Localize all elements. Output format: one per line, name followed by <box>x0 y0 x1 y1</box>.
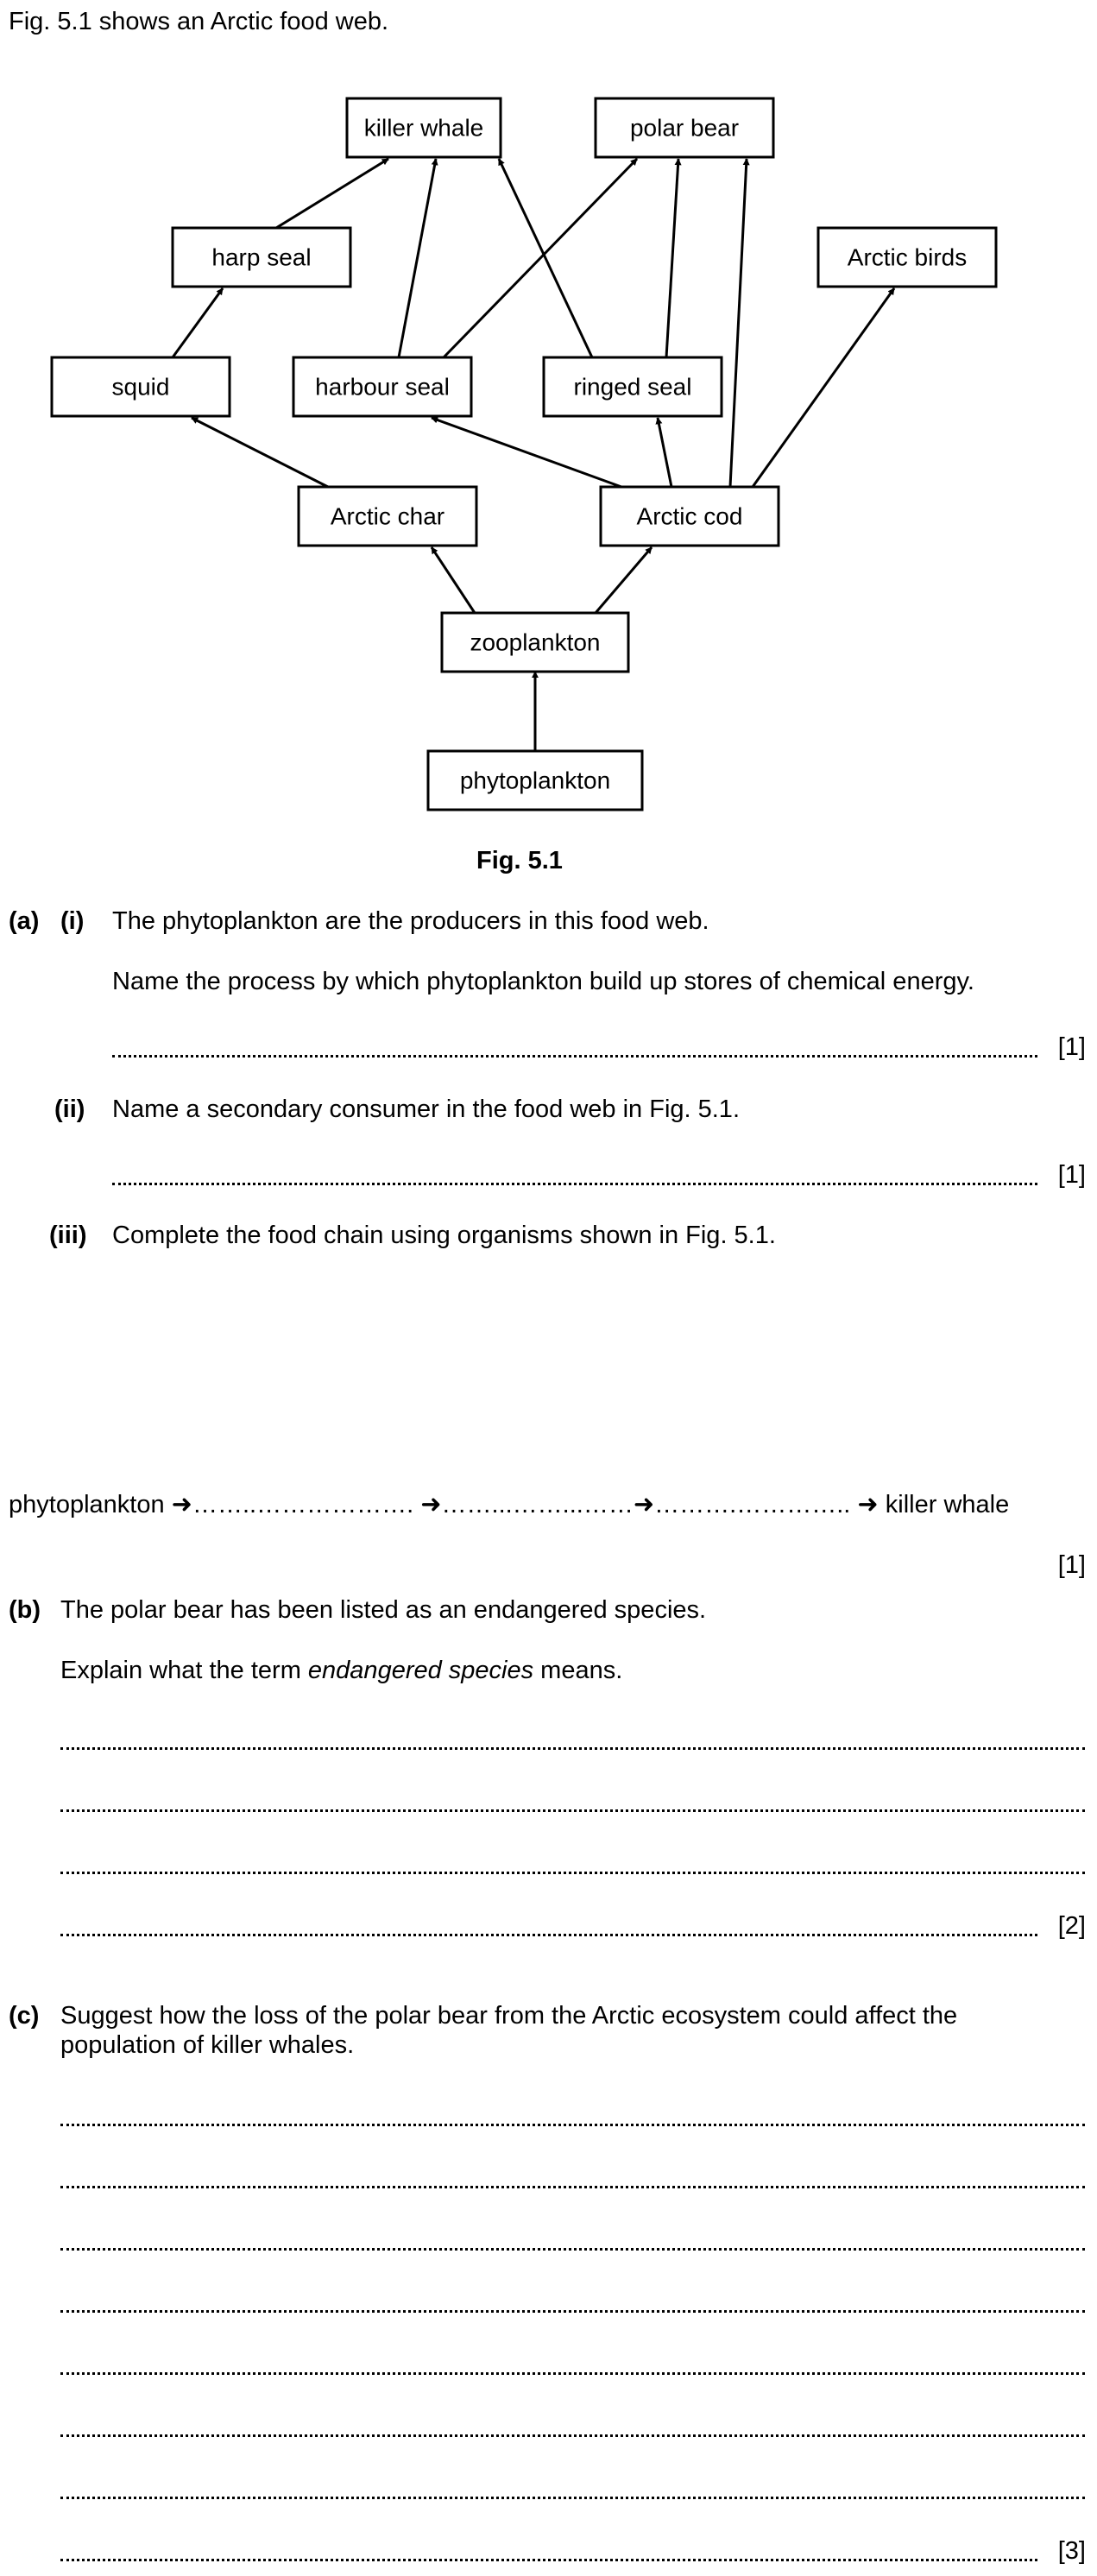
answer-line-c-1[interactable] <box>60 2124 1085 2126</box>
arrow-arctic-cod-to-polar-bear <box>730 159 747 487</box>
answer-line-a-i[interactable] <box>112 1055 1037 1058</box>
part-a-i-statement: The phytoplankton are the producers in this food web. <box>112 907 709 935</box>
part-c-label: (c) <box>9 2002 40 2030</box>
arrow-arctic-cod-to-arctic-birds <box>753 288 894 487</box>
part-a-ii-question: Name a secondary consumer in the food web in Fig. 5.1. <box>112 1095 740 1123</box>
node-phytoplankton <box>428 751 642 810</box>
node-label: Arctic char <box>330 502 445 530</box>
chain-blank-2[interactable]: ……...……...…… <box>441 1491 634 1518</box>
chain-start: phytoplankton <box>9 1491 165 1518</box>
part-a-i-question: Name the process by which phytoplankton build up stores of chemical energy. <box>112 968 974 995</box>
node-polar-bear <box>596 98 773 157</box>
chain-arrow-icon: ➜ <box>171 1491 192 1518</box>
answer-line-c-4[interactable] <box>60 2310 1085 2313</box>
food-web-diagram <box>0 0 1097 829</box>
intro-text: Fig. 5.1 shows an Arctic food web. <box>9 8 389 35</box>
part-c-question-line-1: Suggest how the loss of the polar bear from the Arctic ecosystem could affect the <box>60 2002 958 2030</box>
answer-line-a-ii[interactable] <box>112 1183 1037 1185</box>
part-a-iii-label: (iii) <box>49 1222 87 1249</box>
marks-a-ii: [1] <box>1057 1161 1086 1189</box>
answer-line-c-8[interactable] <box>60 2559 1037 2561</box>
answer-line-c-7[interactable] <box>60 2497 1085 2499</box>
food-web-nodes <box>52 98 996 810</box>
part-b-question: Explain what the term endangered species means. <box>60 1657 623 1684</box>
marks-a-i: [1] <box>1057 1033 1086 1061</box>
part-c-question-line-2: population of killer whales. <box>60 2031 355 2059</box>
node-label: harbour seal <box>315 373 450 401</box>
marks-c: [3] <box>1057 2537 1086 2565</box>
part-a-iii-question: Complete the food chain using organisms shown in Fig. 5.1. <box>112 1222 776 1249</box>
marks-b: [2] <box>1057 1912 1086 1940</box>
node-killer-whale <box>347 98 501 157</box>
node-label: Arctic birds <box>847 243 968 271</box>
arrow-arctic-cod-to-ringed-seal <box>658 418 671 487</box>
node-label: harp seal <box>211 243 312 271</box>
arrow-ringed-seal-to-polar-bear <box>666 159 678 357</box>
answer-line-c-3[interactable] <box>60 2248 1085 2251</box>
node-label: ringed seal <box>573 373 692 401</box>
arrow-harp-seal-to-killer-whale <box>276 159 388 228</box>
arrow-ringed-seal-to-killer-whale <box>499 159 592 357</box>
chain-arrow-icon: ➜ <box>420 1491 442 1518</box>
answer-line-b-4[interactable] <box>60 1934 1037 1936</box>
answer-line-c-2[interactable] <box>60 2186 1085 2188</box>
arrow-arctic-char-to-squid <box>192 418 328 487</box>
part-b-label: (b) <box>9 1596 41 1624</box>
node-arctic-cod <box>601 487 779 546</box>
node-label: zooplankton <box>470 628 601 656</box>
answer-line-b-2[interactable] <box>60 1809 1085 1812</box>
node-label: killer whale <box>363 114 484 142</box>
node-label: Arctic cod <box>636 502 743 530</box>
food-chain-row <box>9 1490 1088 1519</box>
node-squid <box>52 357 230 416</box>
node-arctic-birds <box>818 228 996 287</box>
part-a-ii-label: (ii) <box>54 1095 85 1123</box>
chain-arrow-icon: ➜ <box>633 1491 655 1518</box>
chain-blank-1[interactable]: ……..………………. <box>192 1491 414 1518</box>
marks-a-iii: [1] <box>1057 1551 1086 1579</box>
part-a-i-label: (i) <box>60 907 85 935</box>
node-ringed-seal <box>544 357 722 416</box>
part-b-statement: The polar bear has been listed as an endangered species. <box>60 1596 707 1624</box>
node-arctic-char <box>299 487 476 546</box>
node-harp-seal <box>173 228 350 287</box>
arrow-arctic-cod-to-harbour-seal <box>432 418 621 487</box>
node-label: polar bear <box>629 114 740 142</box>
node-zooplankton <box>442 613 628 672</box>
figure-caption: Fig. 5.1 <box>476 847 563 874</box>
node-label: phytoplankton <box>459 767 611 794</box>
node-harbour-seal <box>293 357 471 416</box>
term-endangered-species: endangered species <box>307 1657 534 1684</box>
answer-line-c-5[interactable] <box>60 2372 1085 2375</box>
arrow-harbour-seal-to-polar-bear <box>444 159 637 357</box>
part-a-label: (a) <box>9 907 40 935</box>
answer-line-c-6[interactable] <box>60 2434 1085 2437</box>
arrow-zooplankton-to-arctic-cod <box>596 547 652 613</box>
node-label: squid <box>111 373 170 401</box>
chain-arrow-icon: ➜ <box>857 1491 879 1518</box>
answer-line-b-1[interactable] <box>60 1747 1085 1750</box>
chain-end: killer whale <box>885 1491 1010 1518</box>
arrow-squid-to-harp-seal <box>173 288 223 357</box>
chain-blank-3[interactable]: ……….………….. <box>654 1491 851 1518</box>
answer-line-b-3[interactable] <box>60 1872 1085 1874</box>
arrow-zooplankton-to-arctic-char <box>432 547 475 613</box>
arrow-harbour-seal-to-killer-whale <box>399 159 436 357</box>
